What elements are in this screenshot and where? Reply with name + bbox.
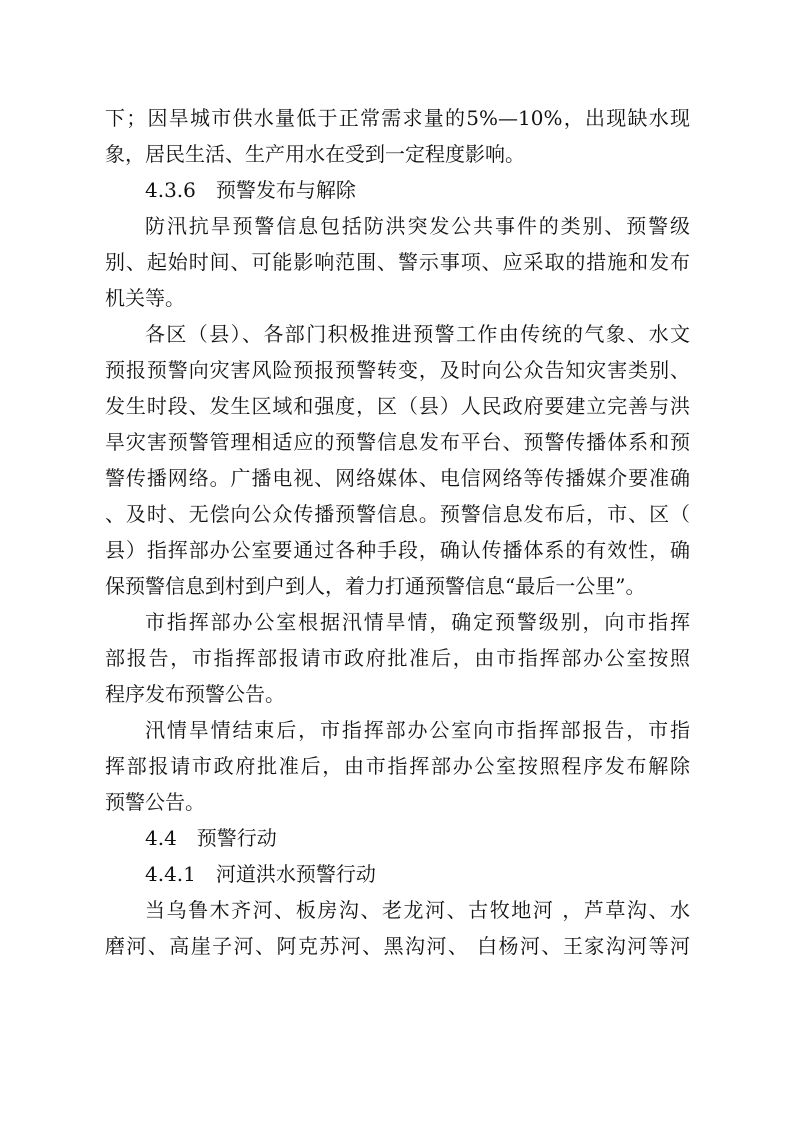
paragraph-line: 保预警信息到村到户到人，着力打通预警信息“最后一公里”。 (105, 574, 646, 598)
paragraph-line: 机关等。 (105, 286, 185, 310)
paragraph-line: 下；因旱城市供水量低于正常需求量的5%—10%，出现缺水现 (105, 106, 690, 130)
paragraph-line: 象，居民生活、生产用水在受到一定程度影响。 (105, 142, 525, 166)
paragraph-line: 预警公告。 (105, 790, 205, 814)
paragraph-line: 发生时段、发生区域和强度，区（县）人民政府要建立完善与洪 (105, 394, 690, 418)
section-heading: 4.4 预警行动 (145, 826, 277, 850)
paragraph-line: 县）指挥部办公室要通过各种手段，确认传播体系的有效性，确 (105, 538, 690, 562)
paragraph-line: 、及时、无偿向公众传播预警信息。预警信息发布后，市、区（ (105, 502, 690, 526)
paragraph-line: 磨河、高崖子河、阿克苏河、黑沟河、 白杨河、王家沟河等河 (105, 934, 690, 958)
paragraph-line: 汛情旱情结束后，市指挥部办公室向市指挥部报告，市指 (145, 718, 690, 742)
paragraph-line: 各区（县）、各部门积极推进预警工作由传统的气象、水文 (145, 322, 690, 346)
paragraph-line: 程序发布预警公告。 (105, 682, 285, 706)
paragraph-line: 别、起始时间、可能影响范围、警示事项、应采取的措施和发布 (105, 250, 690, 274)
paragraph-line: 警传播网络。广播电视、网络媒体、电信网络等传播媒介要准确 (105, 466, 690, 490)
document-body (105, 100, 690, 964)
paragraph-line: 旱灾害预警管理相适应的预警信息发布平台、预警传播体系和预 (105, 430, 690, 454)
paragraph-line: 挥部报请市政府批准后，由市指挥部办公室按照程序发布解除 (105, 754, 690, 778)
section-heading: 4.3.6 预警发布与解除 (145, 178, 356, 202)
paragraph-line: 防汛抗旱预警信息包括防洪突发公共事件的类别、预警级 (145, 214, 690, 238)
paragraph-line: 市指挥部办公室根据汛情旱情，确定预警级别，向市指挥 (145, 610, 690, 634)
subsection-heading: 4.4.1 河道洪水预警行动 (145, 862, 376, 886)
paragraph-line: 预报预警向灾害风险预报预警转变，及时向公众告知灾害类别、 (105, 358, 690, 382)
paragraph-line: 部报告，市指挥部报请市政府批准后，由市指挥部办公室按照 (105, 646, 690, 670)
paragraph-line: 当乌鲁木齐河、板房沟、老龙河、古牧地河 ，芦草沟、水 (145, 898, 690, 922)
